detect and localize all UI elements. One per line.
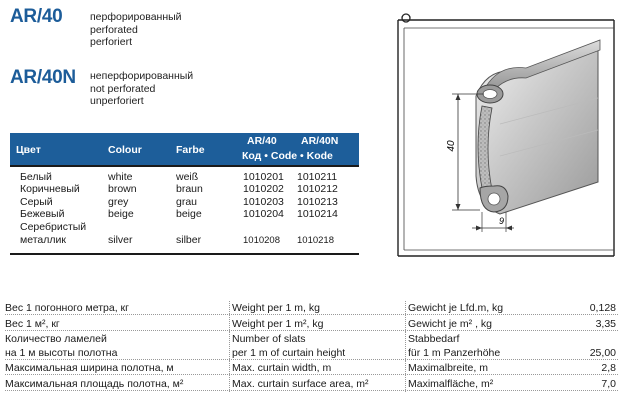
header-colour-ru: Цвет — [16, 144, 41, 156]
cell-ar40n: 1010218 — [297, 234, 334, 246]
spec-de: Maximalbreite, m — [405, 362, 488, 374]
spec-row — [5, 345, 618, 360]
cell-en: brown — [108, 183, 137, 196]
slat-body — [476, 40, 600, 214]
spec-value: 2,8 — [601, 362, 616, 375]
spec-row — [5, 375, 618, 390]
dimension-height-label: 40 — [446, 140, 457, 152]
cell-ar40n: 1010213 — [297, 195, 338, 208]
cell-ar40: 1010201 — [243, 171, 284, 183]
spec-ru: на 1 м высоты полотна — [5, 347, 118, 360]
table-row — [10, 208, 359, 220]
cell-ru: Серый — [20, 195, 53, 208]
header-code: Код • Code • Kode — [242, 150, 333, 162]
cell-ru: Белый — [20, 171, 52, 183]
spec-row — [5, 315, 618, 330]
header-ar40n: AR/40N — [301, 135, 339, 147]
spec-en: Max. curtain surface area, m² — [229, 378, 369, 390]
cell-de: grau — [176, 195, 198, 208]
specifications-table — [5, 300, 618, 391]
desc-de: perforiert — [90, 36, 133, 48]
desc-en: not perforated — [90, 82, 156, 95]
cell-de: silber — [176, 233, 202, 246]
spec-row — [5, 331, 618, 345]
spec-de: Gewicht je Lfd.m, kg — [405, 302, 503, 314]
cell-de: braun — [176, 183, 203, 196]
cell-ar40n: 1010214 — [297, 208, 338, 221]
spec-de: Stabbedarf — [405, 333, 459, 345]
table-bottom-rule — [10, 247, 359, 255]
spec-ru: Количество ламелей — [5, 332, 107, 345]
desc-ru: неперфорированный — [90, 70, 194, 82]
table-row — [10, 171, 359, 183]
cell-en: beige — [108, 208, 134, 221]
spec-ru: Вес 1 погонного метра, кг — [5, 302, 129, 315]
color-code-table — [10, 133, 359, 255]
table-row — [10, 196, 359, 208]
model-ar40n: AR/40N — [10, 67, 76, 88]
header-colour-de: Farbe — [176, 144, 205, 156]
spec-en: Max. curtain width, m — [229, 362, 331, 374]
cell-en: silver — [108, 233, 133, 246]
spec-row — [5, 360, 618, 375]
cell-ar40: 1010208 — [243, 234, 280, 246]
header-ar40: AR/40 — [247, 135, 277, 147]
cell-ar40: 1010204 — [243, 208, 284, 221]
table-row — [10, 221, 359, 247]
spec-ru: Максимальная площадь полотна, м² — [5, 377, 184, 390]
model-ar40-description — [90, 11, 182, 49]
table-header — [10, 133, 359, 167]
cell-ar40: 1010203 — [243, 195, 284, 208]
cell-ar40n: 1010211 — [297, 171, 338, 183]
spec-ru: Вес 1 м², кг — [5, 317, 60, 330]
model-ar40: AR/40 — [10, 6, 63, 27]
spec-row — [5, 300, 618, 315]
model-ar40n-description — [90, 70, 193, 108]
cell-ar40n: 1010212 — [297, 183, 338, 196]
spec-value: 7,0 — [601, 377, 616, 390]
spec-value: 25,00 — [589, 347, 616, 360]
spec-de: Maximalfläche, m² — [405, 378, 493, 390]
cell-en: white — [108, 171, 133, 183]
table-row — [10, 183, 359, 195]
spec-value: 3,35 — [595, 317, 616, 330]
spec-en: Number of slats — [229, 333, 306, 345]
cell-de: beige — [176, 208, 202, 221]
spec-en: per 1 m of curtain height — [229, 347, 345, 359]
header-colour-en: Colour — [108, 144, 142, 156]
dimension-width — [472, 212, 514, 232]
spec-de: für 1 m Panzerhöhe — [405, 347, 500, 359]
cell-ru: Коричневый — [20, 183, 80, 196]
cell-de: weiß — [176, 171, 199, 183]
spec-de: Gewicht je m² , kg — [405, 318, 492, 330]
slat-profile-drawing — [388, 6, 620, 268]
spec-value: 0,128 — [589, 302, 616, 315]
cell-ru: Бежевый — [20, 208, 65, 221]
dimension-width-label: 9 — [499, 216, 505, 226]
spec-en: Weight per 1 m², kg — [229, 318, 323, 330]
cell-en: grey — [108, 195, 129, 208]
desc-en: perforated — [90, 23, 138, 36]
spec-en: Weight per 1 m, kg — [229, 302, 320, 314]
spec-ru: Максимальная ширина полотна, м — [5, 362, 174, 375]
desc-ru: перфорированный — [90, 11, 182, 23]
cell-ru: Серебристый — [20, 220, 87, 233]
cell-ar40: 1010202 — [243, 183, 284, 196]
cell-ru-line2: металлик — [20, 233, 66, 246]
desc-de: unperforiert — [90, 95, 144, 107]
